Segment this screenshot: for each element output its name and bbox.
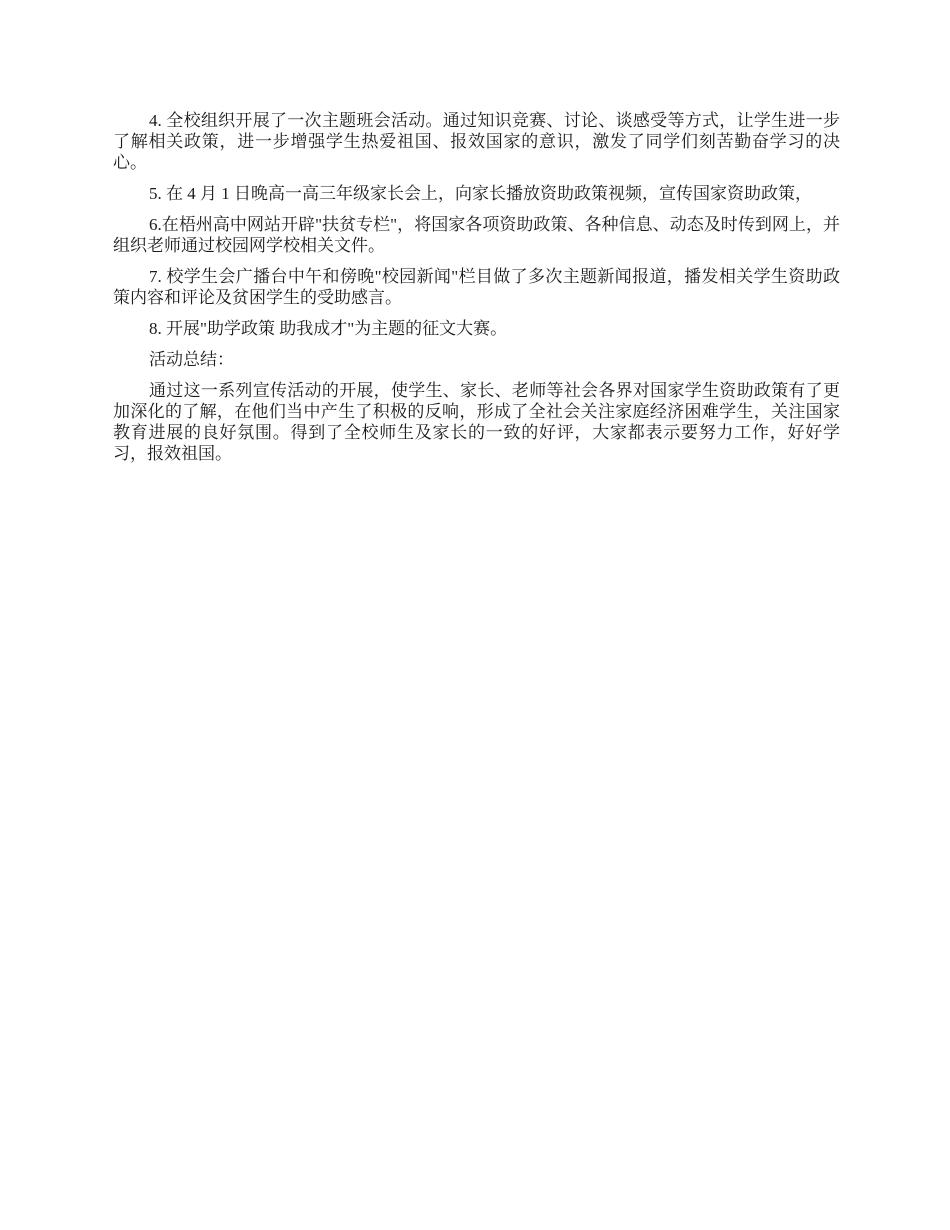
paragraph-item-8: 8. 开展"助学政策 助我成才"为主题的征文大赛。 xyxy=(149,319,508,338)
summary-heading: 活动总结： xyxy=(149,350,234,369)
paragraph-item-5: 5. 在 4 月 1 日晚高一高三年级家长会上，向家长播放资助政策视频，宣传国家资助政策， xyxy=(149,184,812,203)
paragraph-item-4: 4. 全校组织开展了一次主题班会活动。通过知识竞赛、讨论、谈感受等方式，让学生进一步了解相关政策，进一步增强学生热爱祖国、报效国家的意识，激发了同学们刻苦勤奋学习的决心。 xyxy=(113,111,840,172)
paragraph-item-7: 7. 校学生会广播台中午和傍晚"校园新闻"栏目做了多次主题新闻报道，播发相关学生资助政策内容和评论及贫困学生的受助感言。 xyxy=(113,267,840,307)
summary-paragraph: 通过这一系列宣传活动的开展，使学生、家长、老师等社会各界对国家学生资助政策有了更加深化的了解，在他们当中产生了积极的反响，形成了全社会关注家庭经济困难学生，关注国家教育进展的良好氛围。得到了全校师生及家长的一致的好评，大家都表示要努力工作，好好学习，报效祖国。 xyxy=(113,381,840,463)
document-body xyxy=(113,110,840,474)
paragraph-item-6: 6.在梧州高中网站开辟"扶贫专栏"，将国家各项资助政策、各种信息、动态及时传到网上，并组织老师通过校园网学校相关文件。 xyxy=(113,215,840,255)
